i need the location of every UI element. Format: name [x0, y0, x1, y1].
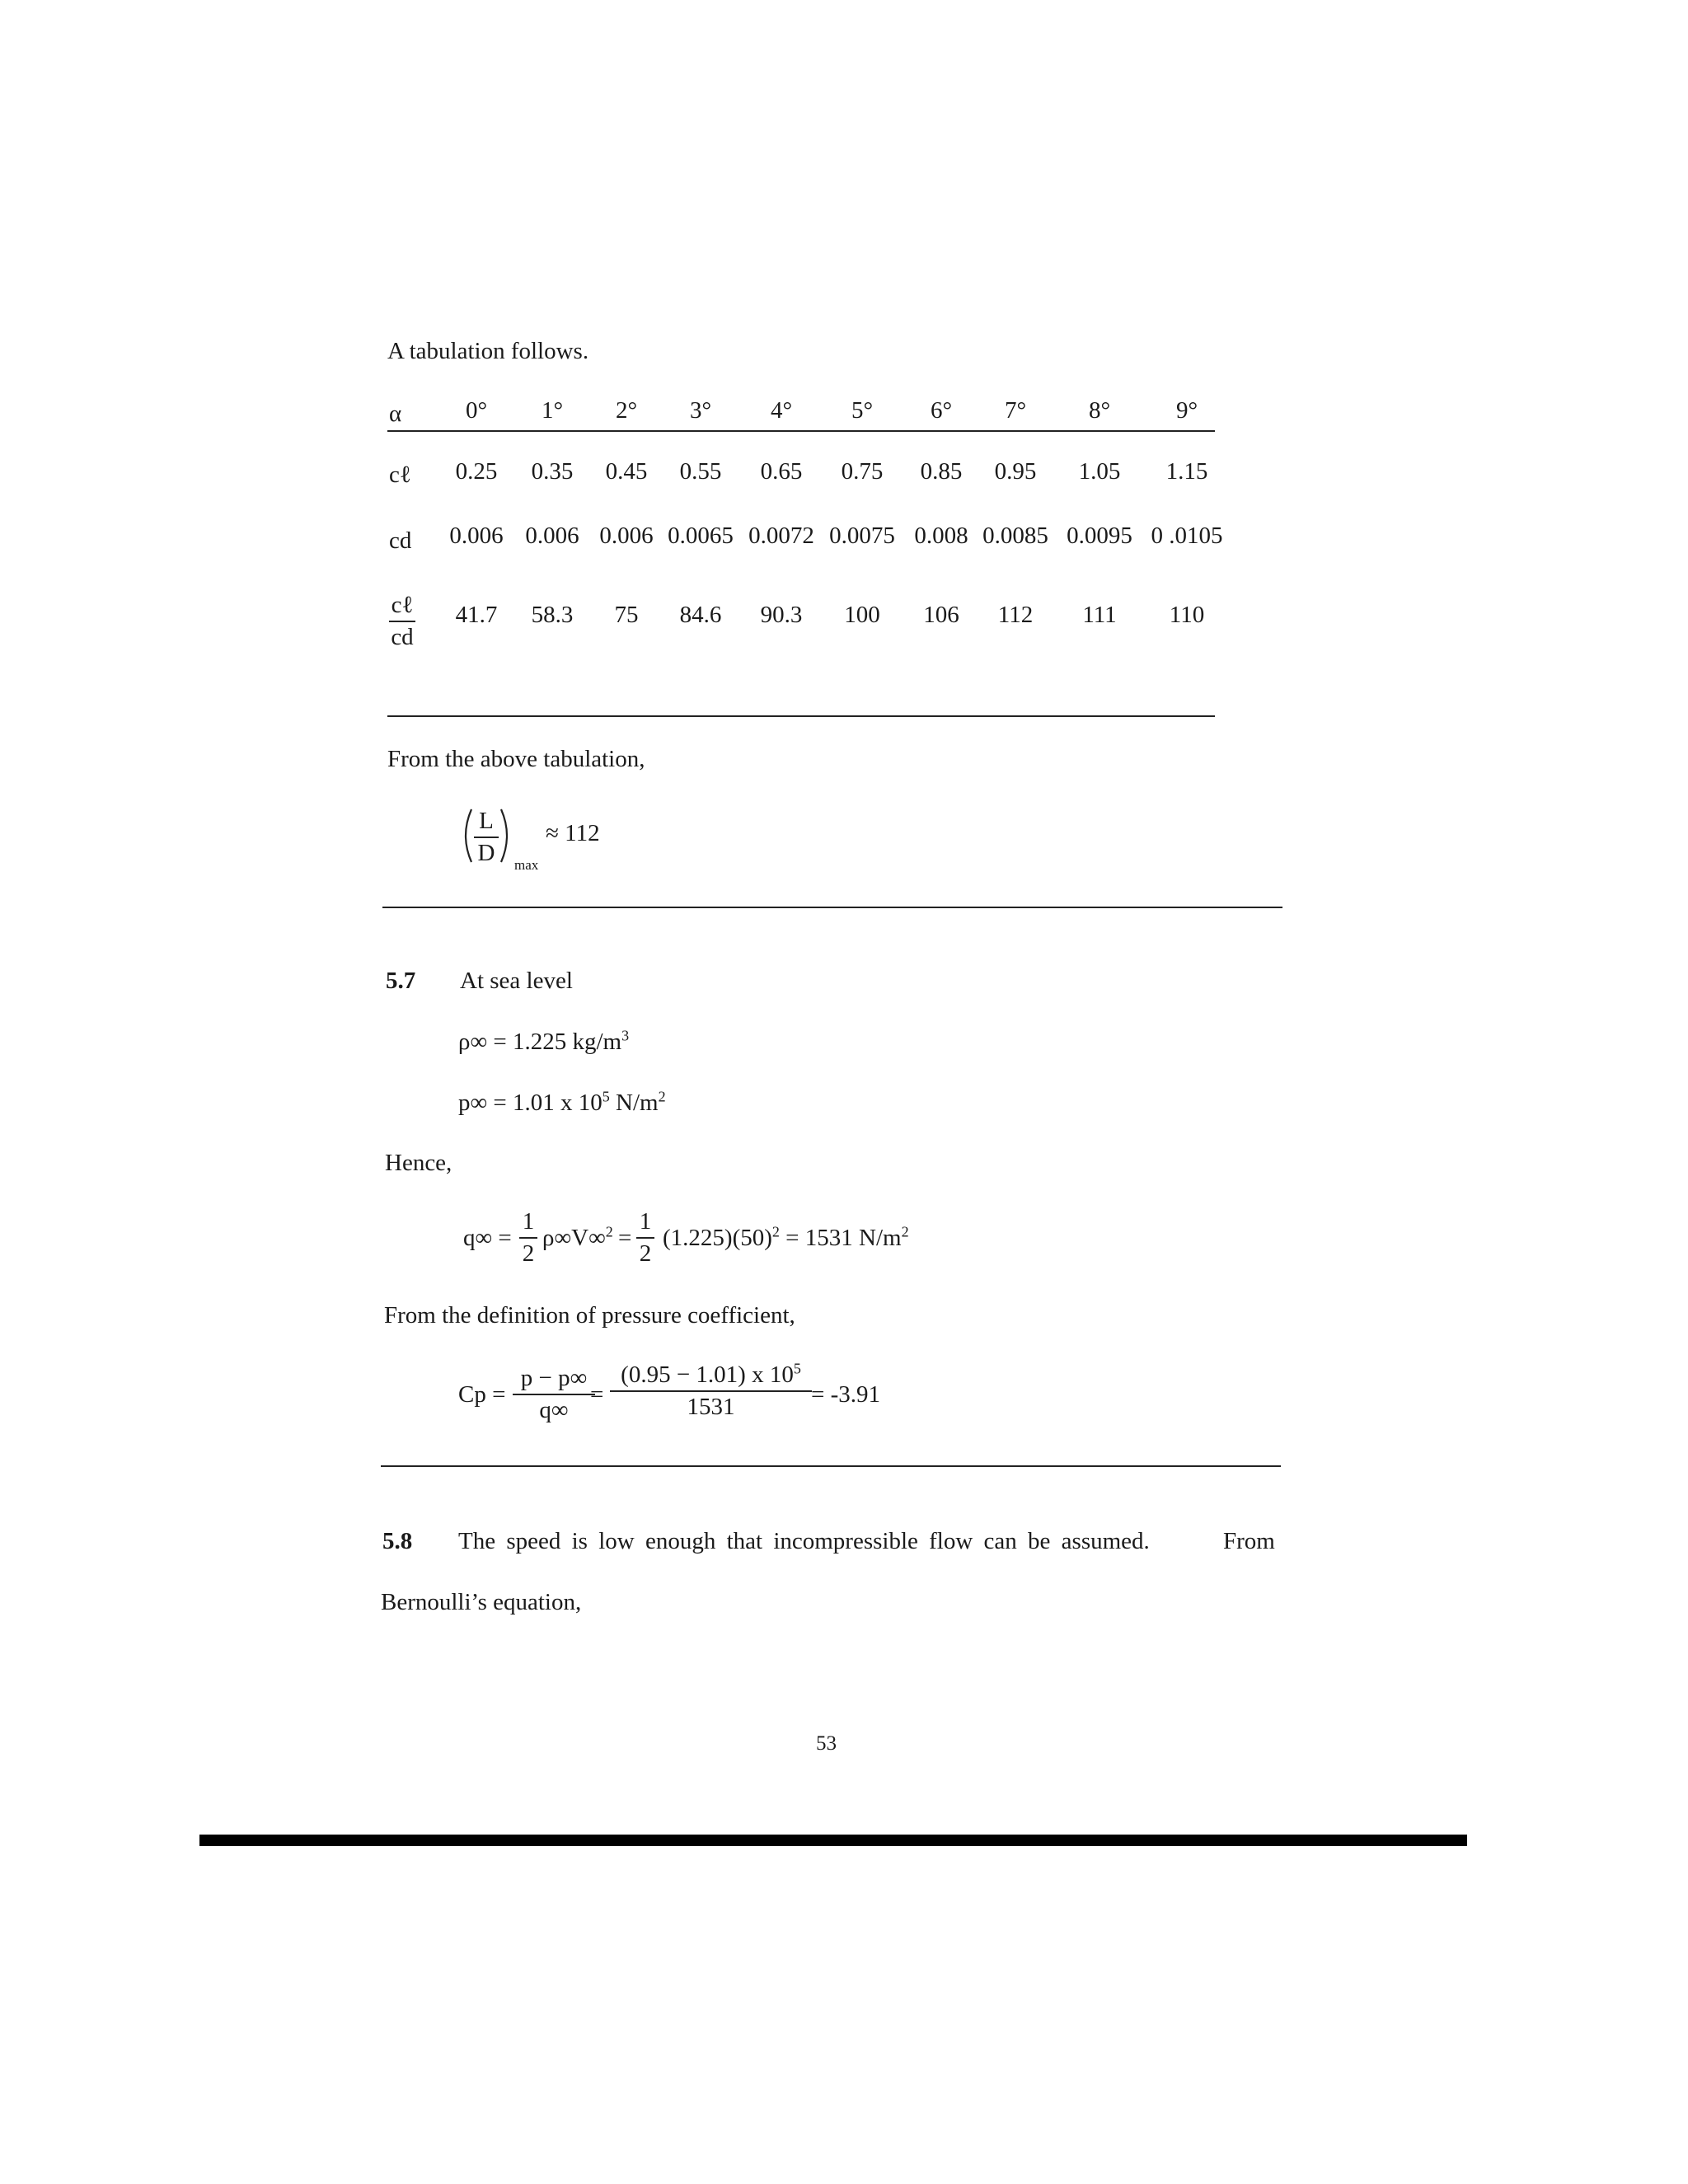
- ratio-cell: 100: [844, 602, 880, 628]
- ratio-cell: 112: [997, 602, 1034, 628]
- cp-intro-text: From the definition of pressure coefficient,: [384, 1302, 795, 1329]
- q-rhs: $(1.225)(50)^2 = 1531$ $N/m^2$: [663, 1223, 909, 1251]
- ratio-cell: 58.3: [531, 602, 574, 628]
- page-number: 53: [816, 1732, 837, 1755]
- alpha-cell: 0°: [465, 397, 488, 424]
- half-fraction-2: 1 2: [636, 1208, 654, 1268]
- cl-cell: 1.15: [1165, 458, 1208, 485]
- cp-result: = -3.91: [811, 1381, 881, 1408]
- ratio-cell: 41.7: [455, 602, 498, 628]
- section-57-heading: At sea level: [460, 968, 573, 994]
- header-rule: [387, 430, 1215, 432]
- ld-sub: max: [514, 857, 539, 873]
- alpha-cell: 1°: [541, 397, 564, 424]
- half-fraction-1: 1 2: [519, 1208, 537, 1268]
- alpha-cell: 2°: [615, 397, 638, 424]
- cl-cell: 0.25: [455, 458, 498, 485]
- cp-fraction-2: (0.95 − 1.01) x $10^5$ 1531: [610, 1361, 812, 1421]
- footer-bar: [199, 1835, 1467, 1846]
- ratio-cell: 75: [614, 602, 639, 628]
- section-58-line1-end: From: [1223, 1528, 1275, 1554]
- ld-max-expression: [462, 806, 511, 865]
- equals-2: =: [590, 1381, 604, 1408]
- cl-cell: 0.85: [920, 458, 963, 485]
- cd-cell: 0.008: [914, 523, 968, 549]
- ratio-cell: 111: [1082, 602, 1117, 628]
- cd-cell: 0.0095: [1067, 523, 1132, 549]
- section-58-line2: Bernoulli’s equation,: [381, 1589, 582, 1615]
- ratio-cell: 90.3: [760, 602, 803, 628]
- ratio-label-num: cℓ: [391, 592, 414, 618]
- alpha-cell: 6°: [930, 397, 953, 424]
- cd-cell: 0.0065: [668, 523, 734, 549]
- table-bottom-rule: [387, 715, 1215, 717]
- cd-cell: 0.006: [449, 523, 504, 549]
- cl-cell: 1.05: [1078, 458, 1121, 485]
- alpha-label: α: [389, 401, 402, 427]
- rho-equation: ρ∞ = 1.225 $kg/m^3$: [458, 1027, 630, 1055]
- cl-cell: 0.75: [841, 458, 884, 485]
- p-equation: p∞ = 1.01 x $10^5$ $N/m^2$: [458, 1088, 666, 1116]
- section-rule-1: [382, 907, 1282, 908]
- cl-cell: 0.65: [760, 458, 803, 485]
- hence-text: Hence,: [385, 1150, 452, 1176]
- cl-label: cℓ: [389, 462, 411, 488]
- cp-fraction-1: p − p∞ q∞: [513, 1365, 595, 1424]
- cl-cell: 0.35: [531, 458, 574, 485]
- alpha-cell: 3°: [689, 397, 712, 424]
- alpha-cell: 9°: [1175, 397, 1198, 424]
- ld-value: ≈ 112: [546, 820, 600, 846]
- cd-cell: 0.0072: [748, 523, 814, 549]
- ld-num: L: [479, 808, 494, 834]
- ld-den: D: [477, 840, 495, 866]
- cd-cell: 0 .0105: [1151, 523, 1223, 549]
- ratio-label-den: cd: [391, 624, 414, 650]
- cl-cell: 0.45: [605, 458, 648, 485]
- section-number-58: 5.8: [382, 1528, 413, 1554]
- cd-label: cd: [389, 527, 412, 554]
- cd-cell: 0.0085: [982, 523, 1048, 549]
- from-tab-text: From the above tabulation,: [387, 746, 645, 772]
- equals-1: =: [618, 1225, 632, 1251]
- ratio-label: [389, 592, 415, 651]
- cd-cell: 0.0075: [829, 523, 895, 549]
- section-rule-2: [381, 1465, 1281, 1467]
- alpha-cell: 8°: [1088, 397, 1111, 424]
- intro-text: A tabulation follows.: [387, 338, 589, 364]
- ratio-cell: 106: [923, 602, 959, 628]
- cd-cell: 0.006: [599, 523, 654, 549]
- rho-v-squared: ρ∞V∞$^2$: [542, 1223, 613, 1251]
- ratio-cell: 84.6: [679, 602, 722, 628]
- alpha-cell: 4°: [770, 397, 793, 424]
- section-58-line1: The speed is low enough that incompressible flow can be assumed.: [458, 1528, 1150, 1554]
- section-number-57: 5.7: [386, 968, 416, 994]
- cd-cell: 0.006: [525, 523, 579, 549]
- alpha-cell: 5°: [851, 397, 874, 424]
- alpha-cell: 7°: [1004, 397, 1027, 424]
- cl-cell: 0.55: [679, 458, 722, 485]
- cl-cell: 0.95: [994, 458, 1037, 485]
- ratio-cell: 110: [1169, 602, 1205, 628]
- q-lhs: q∞ =: [463, 1225, 512, 1251]
- cp-lhs: Cp =: [458, 1381, 506, 1408]
